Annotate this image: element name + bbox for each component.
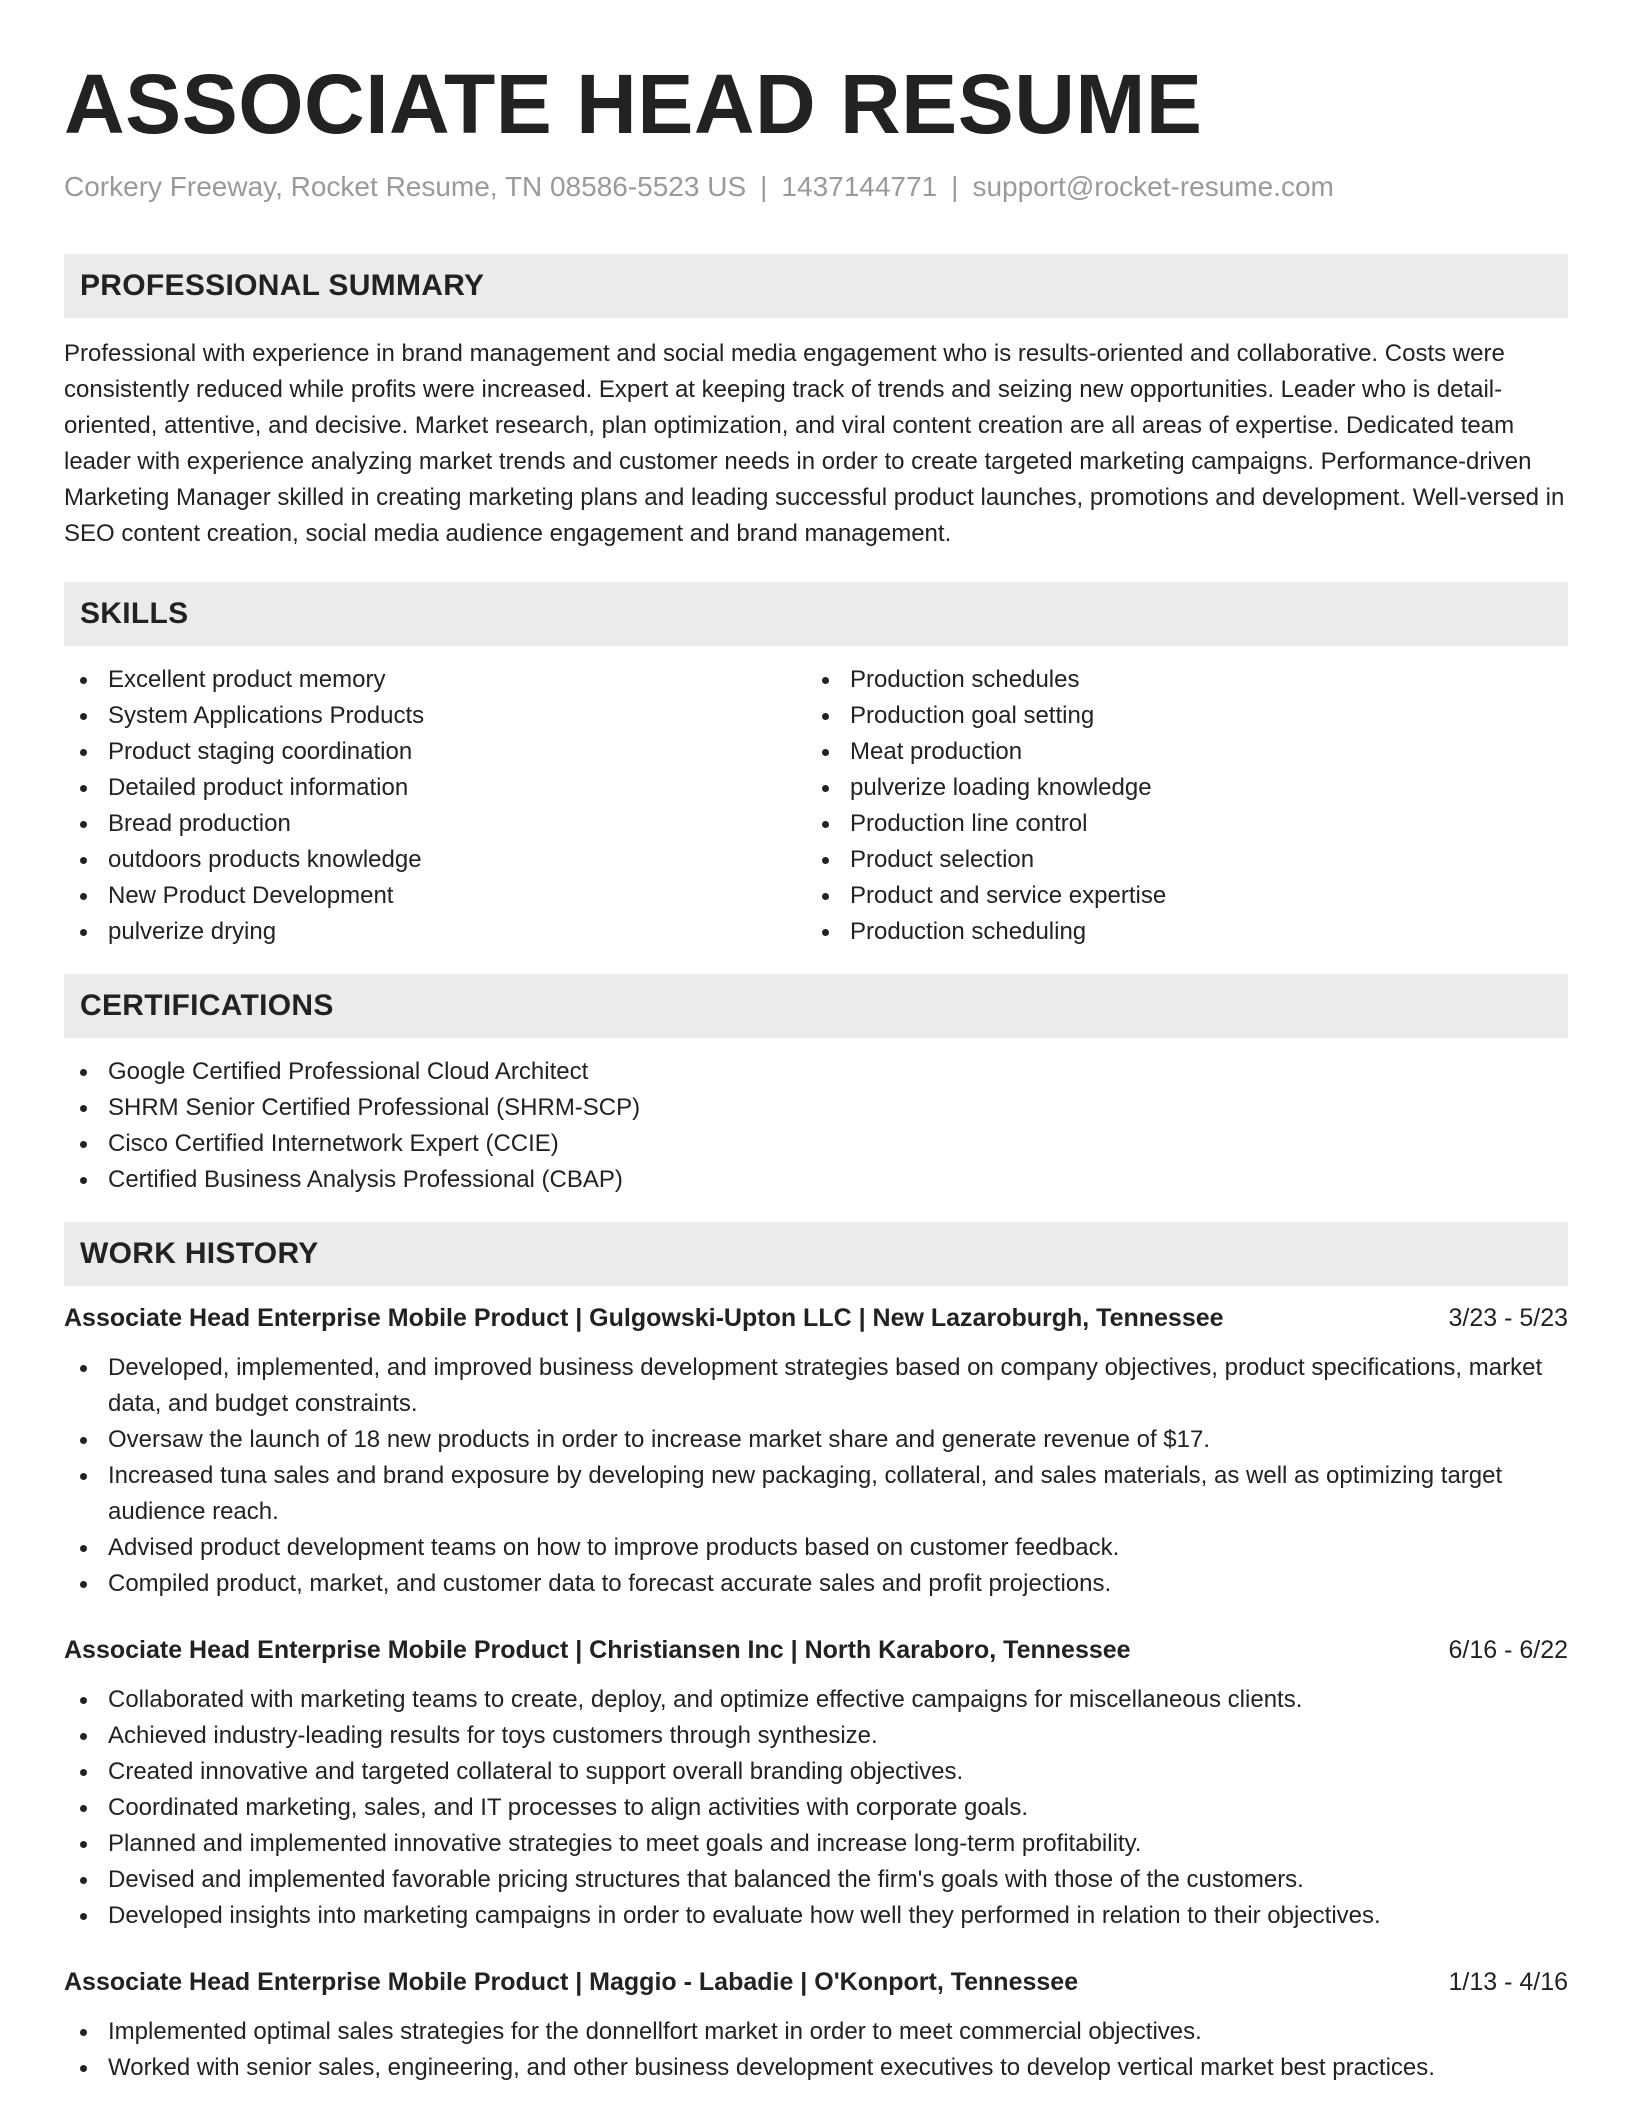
contact-email[interactable]: support@rocket-resume.com: [972, 171, 1334, 202]
skill-item: pulverize drying: [64, 914, 806, 950]
job-title: Associate Head Enterprise Mobile Product | Maggio - Labadie | O'Konport, Tennessee: [64, 1968, 1079, 1996]
skill-item: Detailed product information: [64, 770, 806, 806]
contact-separator: |: [760, 171, 768, 202]
skill-item: Meat production: [806, 734, 1548, 770]
job-bullet: Increased tuna sales and brand exposure by developing new packaging, collateral, and sales materials, as well as optimizing target audience reach.: [64, 1458, 1568, 1530]
job-header: [64, 1300, 1568, 1336]
skill-item: Product and service expertise: [806, 878, 1548, 914]
job-entry: [64, 1632, 1568, 1934]
job-bullet: Created innovative and targeted collateral to support overall branding objectives.: [64, 1754, 1568, 1790]
certification-item: SHRM Senior Certified Professional (SHRM-SCP): [64, 1090, 1568, 1126]
contact-phone: 1437144771: [781, 171, 938, 202]
skill-item: Production schedules: [806, 662, 1548, 698]
certification-item: Cisco Certified Internetwork Expert (CCIE): [64, 1126, 1568, 1162]
work-history-heading: WORK HISTORY: [64, 1222, 1568, 1286]
job-dates: 1/13 - 4/16: [1448, 1968, 1568, 1996]
skill-item: pulverize loading knowledge: [806, 770, 1548, 806]
certification-item: Google Certified Professional Cloud Architect: [64, 1054, 1568, 1090]
job-entry: [64, 1964, 1568, 2086]
skill-item: Production goal setting: [806, 698, 1548, 734]
contact-address: Corkery Freeway, Rocket Resume, TN 08586-5523 US: [64, 171, 747, 202]
contact-separator: |: [951, 171, 959, 202]
job-title: Associate Head Enterprise Mobile Product | Christiansen Inc | North Karaboro, Tennessee: [64, 1636, 1131, 1664]
job-bullet: Worked with senior sales, engineering, and other business development executives to develop vertical market best practices.: [64, 2050, 1568, 2086]
job-bullet: Coordinated marketing, sales, and IT processes to align activities with corporate goals.: [64, 1790, 1568, 1826]
skills-columns: [64, 662, 1568, 950]
skill-item: New Product Development: [64, 878, 806, 914]
resume-title: ASSOCIATE HEAD RESUME: [64, 57, 1203, 151]
certifications-heading: CERTIFICATIONS: [64, 974, 1568, 1038]
job-bullet: Developed insights into marketing campaigns in order to evaluate how well they performed in relation to their objectives.: [64, 1898, 1568, 1934]
skill-item: outdoors products knowledge: [64, 842, 806, 878]
skill-item: Production line control: [806, 806, 1548, 842]
summary-heading: PROFESSIONAL SUMMARY: [64, 254, 1568, 318]
job-bullet: Devised and implemented favorable pricing structures that balanced the firm's goals with those of the customers.: [64, 1862, 1568, 1898]
job-header: [64, 1964, 1568, 2000]
skill-item: Product selection: [806, 842, 1548, 878]
skill-item: System Applications Products: [64, 698, 806, 734]
job-bullet: Oversaw the launch of 18 new products in order to increase market share and generate revenue of $17.: [64, 1422, 1568, 1458]
contact-line: [64, 170, 1568, 204]
job-bullet: Planned and implemented innovative strategies to meet goals and increase long-term profitability.: [64, 1826, 1568, 1862]
job-dates: 6/16 - 6/22: [1448, 1636, 1568, 1664]
skill-item: Bread production: [64, 806, 806, 842]
summary-text: Professional with experience in brand management and social media engagement who is results-oriented and collaborative. Costs were consistently reduced while profits were increased. Expert at keeping track of trends and seizing new opportunities. Leader who is detail-oriented, attentive, and decisive. Market research, plan optimization, and viral content creation are all areas of expertise. Dedicated team leader with experience analyzing market trends and customer needs in order to create targeted marketing campaigns. Performance-driven Marketing Manager skilled in creating marketing plans and leading successful product launches, promotions and development. Well-versed in SEO content creation, social media audience engagement and brand management.: [64, 340, 1565, 547]
certification-item: Certified Business Analysis Professional (CBAP): [64, 1162, 1568, 1198]
job-bullet: Collaborated with marketing teams to create, deploy, and optimize effective campaigns for miscellaneous clients.: [64, 1682, 1568, 1718]
skills-heading: SKILLS: [64, 582, 1568, 646]
certifications-list: [64, 1054, 1568, 1198]
skill-item: Product staging coordination: [64, 734, 806, 770]
job-bullets: [64, 1350, 1568, 1602]
job-entry: [64, 1300, 1568, 1602]
skills-left-list: [64, 662, 806, 950]
job-bullet: Advised product development teams on how to improve products based on customer feedback.: [64, 1530, 1568, 1566]
job-dates: 3/23 - 5/23: [1448, 1304, 1568, 1332]
job-header: [64, 1632, 1568, 1668]
skills-right-list: [806, 662, 1548, 950]
work-history-list: [64, 1300, 1568, 2086]
job-bullets: [64, 1682, 1568, 1934]
skill-item: Production scheduling: [806, 914, 1548, 950]
job-title: Associate Head Enterprise Mobile Product | Gulgowski-Upton LLC | New Lazaroburgh, Tennessee: [64, 1304, 1224, 1332]
job-bullet: Implemented optimal sales strategies for the donnellfort market in order to meet commercial objectives.: [64, 2014, 1568, 2050]
job-bullet: Developed, implemented, and improved business development strategies based on company objectives, product specifications, market data, and budget constraints.: [64, 1350, 1568, 1422]
job-bullets: [64, 2014, 1568, 2086]
skill-item: Excellent product memory: [64, 662, 806, 698]
job-bullet: Achieved industry-leading results for toys customers through synthesize.: [64, 1718, 1568, 1754]
job-bullet: Compiled product, market, and customer data to forecast accurate sales and profit projections.: [64, 1566, 1568, 1602]
